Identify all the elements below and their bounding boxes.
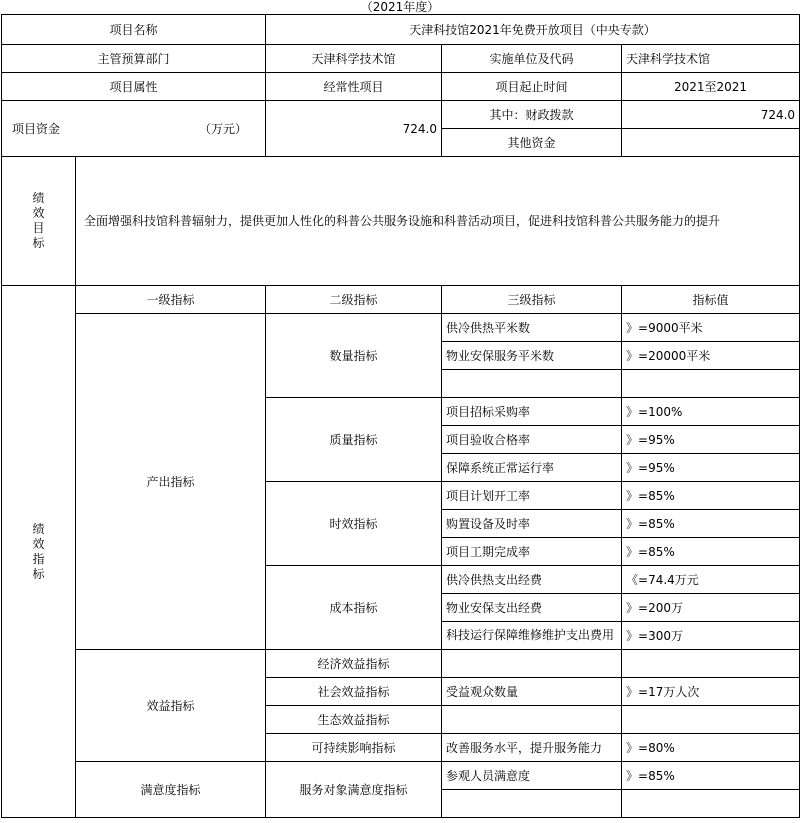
period-label: 项目起止时间	[442, 73, 622, 101]
indicator-name: 物业安保支出经费	[442, 594, 622, 622]
indicator-value: 》=20000平米	[622, 342, 800, 370]
indicator-name: 购置设备及时率	[442, 510, 622, 538]
indicator-name: 物业安保服务平米数	[442, 342, 622, 370]
indicator-name: 供冷供热支出经费	[442, 566, 622, 594]
indicator-value: 》=95%	[622, 454, 800, 482]
indicator-name: 项目验收合格率	[442, 426, 622, 454]
col-level1: 一级指标	[76, 286, 266, 314]
fund-unit: （万元）	[199, 121, 248, 136]
fiscal-label: 其中：财政拨款	[442, 101, 622, 129]
indicator-value: 》=85%	[622, 538, 800, 566]
other-funds-label: 其他资金	[442, 129, 622, 157]
col-value: 指标值	[622, 286, 800, 314]
indicator-value: 》=200万	[622, 594, 800, 622]
indicators-label: 绩效指标	[2, 286, 76, 818]
unit-label: 实施单位及代码	[442, 45, 622, 73]
indicator-name: 受益观众数量	[442, 678, 622, 706]
indicator-value: 》=85%	[622, 510, 800, 538]
quantity-indicators: 数量指标	[266, 314, 442, 398]
quality-indicators: 质量指标	[266, 398, 442, 482]
attr-value: 经常性项目	[266, 73, 442, 101]
indicator-value: 》=85%	[622, 482, 800, 510]
report-year: （2021年度）	[360, 0, 440, 14]
goal-text: 全面增强科技馆科普辐射力，提供更加人性化的科普公共服务设施和科普活动项目，促进科技馆科普公共服务能力的提升	[76, 157, 800, 286]
indicator-name	[442, 706, 622, 734]
fiscal-value: 724.0	[622, 101, 800, 129]
timeliness-indicators: 时效指标	[266, 482, 442, 566]
indicator-value: 》=9000平米	[622, 314, 800, 342]
satisfaction-sub: 服务对象满意度指标	[266, 762, 442, 818]
indicator-name: 参观人员满意度	[442, 762, 622, 790]
project-name-label: 项目名称	[2, 15, 266, 45]
unit-value: 天津科学技术馆	[622, 45, 800, 73]
fund-total: 724.0	[266, 101, 442, 157]
indicator-value: 》=95%	[622, 426, 800, 454]
attr-label: 项目属性	[2, 73, 266, 101]
indicator-name	[442, 370, 622, 398]
indicator-value	[622, 650, 800, 678]
indicator-value	[622, 706, 800, 734]
indicator-value: 》=100%	[622, 398, 800, 426]
col-level3: 三级指标	[442, 286, 622, 314]
benefit-sub-sustainable: 可持续影响指标	[266, 734, 442, 762]
indicator-value: 》=80%	[622, 734, 800, 762]
dept-value: 天津科学技术馆	[266, 45, 442, 73]
indicator-name: 科技运行保障维修维护支出费用	[442, 622, 622, 650]
indicator-value: 《=74.4万元	[622, 566, 800, 594]
indicator-value: 》=17万人次	[622, 678, 800, 706]
indicator-name: 项目招标采购率	[442, 398, 622, 426]
benefit-indicators: 效益指标	[76, 650, 266, 762]
indicator-name: 项目计划开工率	[442, 482, 622, 510]
satisfaction-indicators: 满意度指标	[76, 762, 266, 818]
indicator-name: 保障系统正常运行率	[442, 454, 622, 482]
fund-label-cell	[2, 101, 266, 157]
project-name-value: 天津科技馆2021年免费开放项目（中央专款）	[266, 15, 800, 45]
goal-label: 绩效目标	[2, 157, 76, 286]
benefit-sub-ecological: 生态效益指标	[266, 706, 442, 734]
performance-table	[1, 14, 800, 818]
benefit-sub-economic: 经济效益指标	[266, 650, 442, 678]
cost-indicators: 成本指标	[266, 566, 442, 650]
indicator-value	[622, 790, 800, 818]
other-funds-value	[622, 129, 800, 157]
indicator-name: 供冷供热平米数	[442, 314, 622, 342]
indicator-name	[442, 650, 622, 678]
indicator-value: 》=85%	[622, 762, 800, 790]
indicator-value	[622, 370, 800, 398]
indicator-name	[442, 790, 622, 818]
indicator-name: 项目工期完成率	[442, 538, 622, 566]
output-indicators: 产出指标	[76, 314, 266, 650]
col-level2: 二级指标	[266, 286, 442, 314]
indicator-name: 改善服务水平，提升服务能力	[442, 734, 622, 762]
period-value: 2021至2021	[622, 73, 800, 101]
dept-label: 主管预算部门	[2, 45, 266, 73]
indicator-value: 》=300万	[622, 622, 800, 650]
fund-label: 项目资金	[12, 121, 61, 136]
benefit-sub-social: 社会效益指标	[266, 678, 442, 706]
